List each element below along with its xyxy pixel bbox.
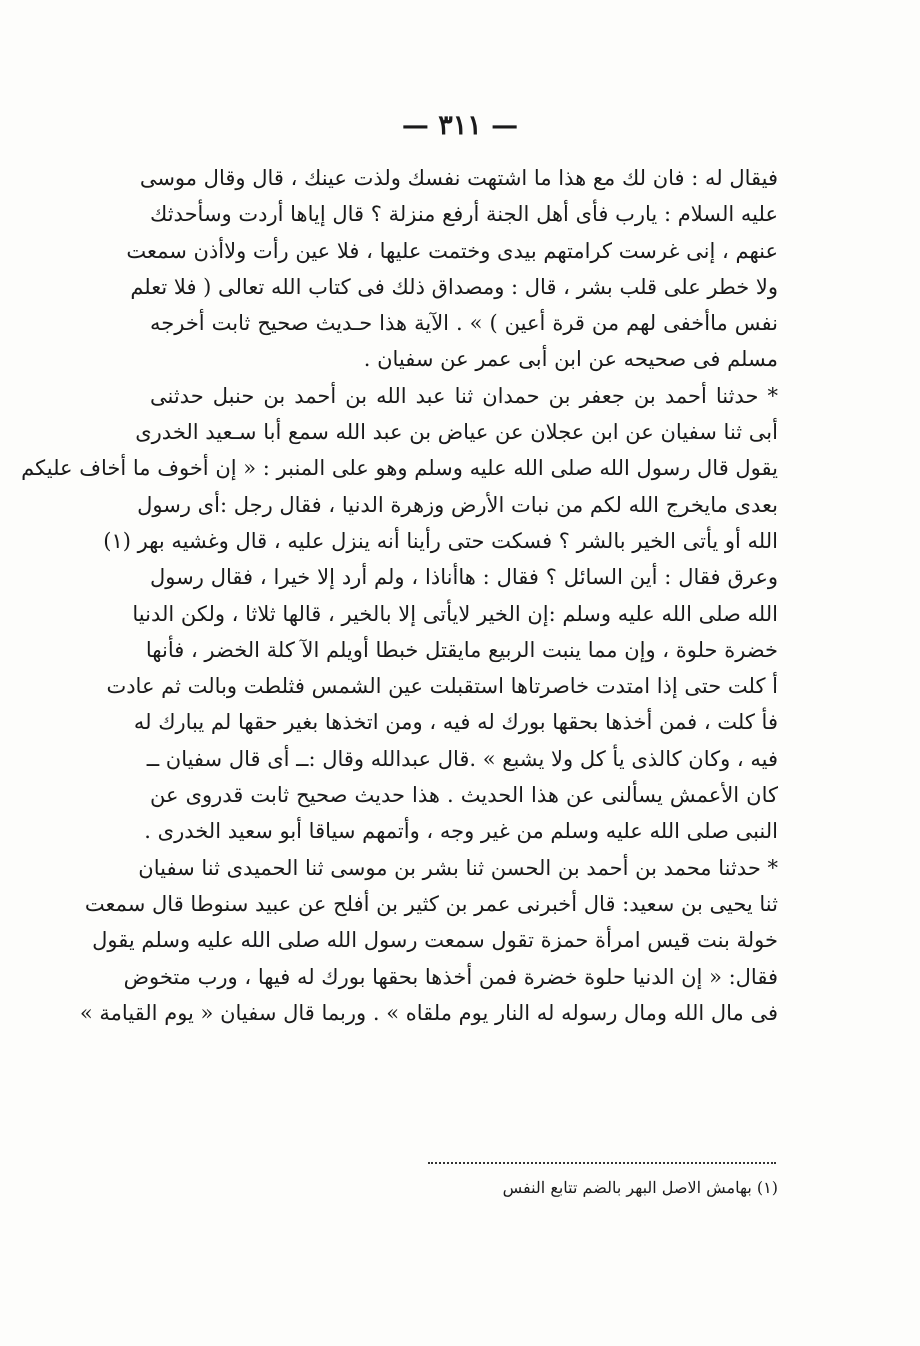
text-line: النبى صلى الله عليه وسلم من غير وجه ، وأتمهم سياقا أبو سعيد الخدرى .	[144, 819, 778, 844]
text-line: الله صلى الله عليه وسلم :إن الخير لايأتى إلا بالخير ، قالها ثلاثا ، ولكن الدنيا	[132, 601, 778, 626]
text-line: وعرق فقال : أين السائل ؟ فقال : هاأناذا ، ولم أرد إلا خيرا ، فقال رسول	[150, 565, 778, 590]
text-line: أ كلت حتى إذا امتدت خاصرتاها استقبلت عين الشمس فثلطت وبالت ثم عادت	[106, 674, 778, 699]
text-line: فيقال له : فان لك مع هذا ما اشتهت نفسك ولذت عينك ، قال وقال موسى	[139, 166, 778, 190]
text-line: عنهم ، إنى غرست كرامتهم بيدى وختمت عليها ، فلا عين رأت ولاأذن سمعت	[126, 238, 778, 263]
text-line: فى مال الله ومال رسوله له النار يوم ملقاه » . وربما قال سفيان « يوم القيامة »	[79, 1000, 778, 1025]
text-line: مسلم فى صحيحه عن ابن أبى عمر عن سفيان .	[363, 347, 778, 372]
text-line: خضرة حلوة ، وإن مما ينبت الربيع مايقتل خبطا أويلم الآ كلة الخضر ، فأنها	[145, 637, 778, 662]
text-line: فأ كلت ، فمن أخذها بحقها بورك له فيه ، ومن اتخذها بغير حقها لم يبارك له	[133, 710, 778, 735]
text-line: فيه ، وكان كالذى يأ كل ولا يشبع » .قال عبدالله وقال :ــ أى قال سفيان ــ	[146, 746, 778, 771]
main-text	[21, 160, 778, 1031]
paragraph	[79, 850, 778, 1031]
paragraph	[21, 378, 778, 850]
text-line: بعدى مايخرج الله لكم من نبات الأرض وزهرة الدنيا ، فقال رجل :أى رسول	[137, 492, 778, 517]
text-line: أبى ثنا سفيان عن ابن عجلان عن عياض بن عبد الله سمع أبا سـعيد الخدرى	[135, 420, 778, 445]
text-line: عليه السلام : يارب فأى أهل الجنة أرفع منزلة ؟ قال إياها أردت وسأحدثك	[150, 202, 778, 227]
text-line: * حدثنا محمد بن أحمد بن الحسن ثنا بشر بن موسى ثنا الحميدى ثنا سفيان	[138, 855, 778, 880]
text-line: نفس ماأخفى لهم من قرة أعين ) » . الآية هذا حـديث صحيح ثابت أخرجه	[150, 311, 778, 336]
text-line: كان الأعمش يسألنى عن هذا الحديث . هذا حديث صحيح ثابت قدروى عن	[150, 783, 778, 808]
text-line: فقال: « إن الدنيا حلوة خضرة فمن أخذها بحقها بورك له فيها ، ورب متخوض	[123, 964, 778, 989]
text-line: الله أو يأتى الخير بالشر ؟ فسكت حتى رأينا أنه ينزل عليه ، قال وغشيه بهر (١)	[103, 528, 778, 553]
text-line: * حدثنا أحمد بن جعفر بن حمدان ثنا عبد الله بن أحمد بن حنبل حدثنى	[150, 383, 778, 408]
text-line: ثنا يحيى بن سعيد: قال أخبرنى عمر بن كثير بن أفلح عن عبيد سنوطا قال سمعت	[84, 891, 778, 916]
footnote: (١) بهامش الاصل البهر بالضم تتابع النفس	[502, 1178, 778, 1197]
text-line: خولة بنت قيس امرأة حمزة تقول سمعت رسول الله صلى الله عليه وسلم يقول	[92, 928, 778, 953]
footnote-divider	[428, 1162, 776, 1164]
paragraph	[126, 160, 778, 378]
page-number: — ٣١١ —	[401, 110, 519, 141]
text-line: يقول قال رسول الله صلى الله عليه وسلم وهو على المنبر : « إن أخوف ما أخاف عليكم	[21, 456, 778, 481]
text-line: ولا خطر على قلب بشر ، قال : ومصداق ذلك فى كتاب الله تعالى ( فلا تعلم	[130, 274, 778, 299]
